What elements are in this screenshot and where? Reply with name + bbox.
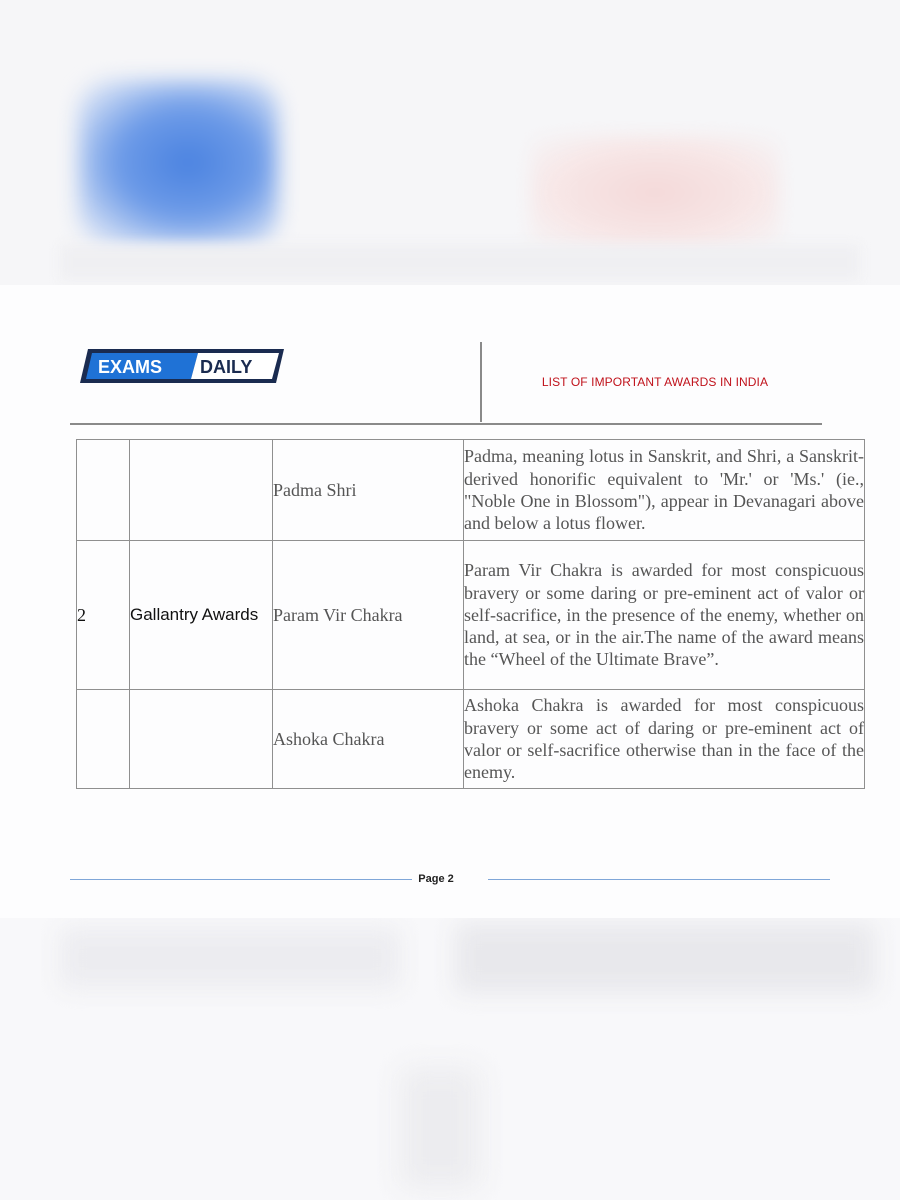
blurred-next-page-preview xyxy=(0,918,900,1200)
exams-daily-logo xyxy=(78,347,284,385)
row-number xyxy=(77,690,130,789)
table-row xyxy=(77,690,865,789)
blurred-block xyxy=(60,928,400,988)
award-name: Param Vir Chakra xyxy=(273,541,464,690)
header-horizontal-divider xyxy=(70,423,822,425)
table-row xyxy=(77,541,865,690)
logo-word-exams: EXAMS xyxy=(98,357,163,377)
logo-word-daily: DAILY xyxy=(200,357,253,377)
award-description: Param Vir Chakra is awarded for most conspicuous bravery or some daring or pre-eminent act of valor or self-sacrifice, in the presence of the enemy, whether on land, at sea, or in the air.The name of the award means the “Wheel of the Ultimate Brave”. xyxy=(464,541,865,690)
blurred-banner-image xyxy=(530,135,780,250)
award-name: Ashoka Chakra xyxy=(273,690,464,789)
blurred-strip xyxy=(60,245,860,280)
row-number: 2 xyxy=(77,541,130,690)
award-category xyxy=(130,440,273,541)
award-description: Padma, meaning lotus in Sanskrit, and Shri, a Sanskrit-derived honorific equivalent to 'Mr.' or 'Ms.' (ie., "Noble One in Blossom"), appear in Devanagari above and below a lotus flower. xyxy=(464,440,865,541)
header-vertical-divider xyxy=(480,342,482,422)
award-category: Gallantry Awards xyxy=(130,541,273,690)
award-description: Ashoka Chakra is awarded for most conspicuous bravery or some act of daring or pre-eminent act of valor or self-sacrifice otherwise than in the face of the enemy. xyxy=(464,690,865,789)
table-row xyxy=(77,440,865,541)
blurred-header-banner xyxy=(0,0,900,285)
blurred-block xyxy=(400,1068,480,1188)
document-title: LIST OF IMPORTANT AWARDS IN INDIA xyxy=(541,375,769,389)
footer-rule-left xyxy=(70,879,412,880)
blurred-block xyxy=(455,923,875,993)
awards-table xyxy=(76,439,865,789)
award-name: Padma Shri xyxy=(273,440,464,541)
footer-rule-right xyxy=(488,879,830,880)
blurred-logo-image xyxy=(78,80,278,245)
row-number xyxy=(77,440,130,541)
award-category xyxy=(130,690,273,789)
page-number: Page 2 xyxy=(418,873,454,885)
